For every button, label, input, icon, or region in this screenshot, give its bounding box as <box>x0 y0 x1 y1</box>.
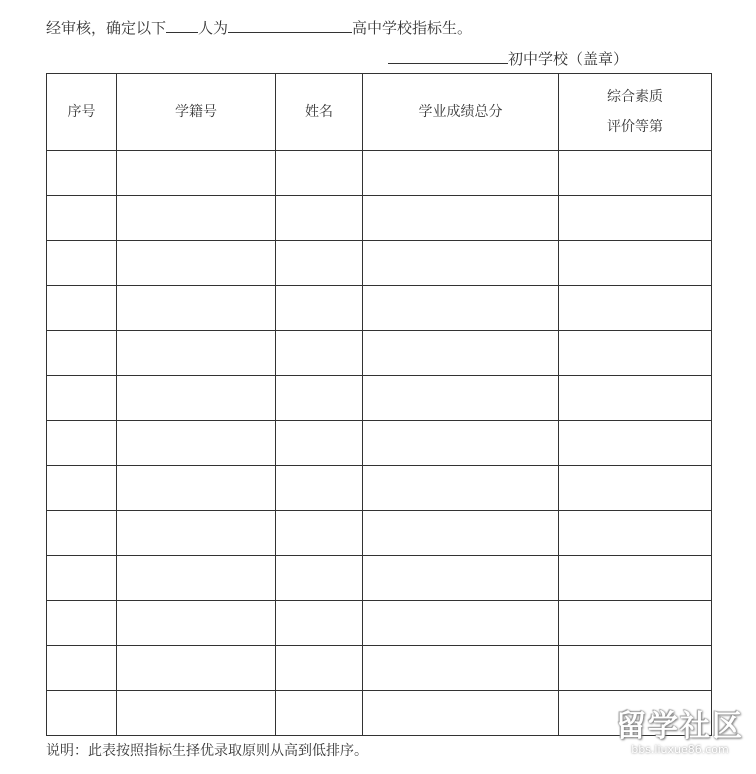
table-cell[interactable] <box>117 151 276 196</box>
col-header-total-score: 学业成绩总分 <box>363 74 559 151</box>
table-cell[interactable] <box>47 691 117 736</box>
table-cell[interactable] <box>47 466 117 511</box>
table-cell[interactable] <box>363 691 559 736</box>
table-cell[interactable] <box>559 421 712 466</box>
table-cell[interactable] <box>117 286 276 331</box>
table-cell[interactable] <box>276 376 363 421</box>
table-cell[interactable] <box>117 241 276 286</box>
table-cell[interactable] <box>47 646 117 691</box>
table-cell[interactable] <box>363 376 559 421</box>
table-cell[interactable] <box>559 241 712 286</box>
table-cell[interactable] <box>117 511 276 556</box>
table-cell[interactable] <box>276 601 363 646</box>
table-row <box>47 376 712 421</box>
table-cell[interactable] <box>47 376 117 421</box>
table-row <box>47 241 712 286</box>
table-cell[interactable] <box>276 196 363 241</box>
table-cell[interactable] <box>47 421 117 466</box>
count-blank[interactable] <box>166 14 198 33</box>
approval-prefix: 经审核，确定以下 <box>46 19 167 37</box>
table-cell[interactable] <box>47 286 117 331</box>
watermark-url: bbs.liuxue86.com <box>631 743 729 756</box>
table-header-row <box>47 74 712 151</box>
table-cell[interactable] <box>276 511 363 556</box>
table-cell[interactable] <box>559 286 712 331</box>
table-body <box>47 151 712 736</box>
table-row <box>47 286 712 331</box>
table-cell[interactable] <box>559 466 712 511</box>
table-cell[interactable] <box>559 556 712 601</box>
table-row <box>47 466 712 511</box>
footer-note: 说明：此表按照指标生择优录取原则从高到低排序。 <box>46 743 368 759</box>
table-cell[interactable] <box>47 196 117 241</box>
table-cell[interactable] <box>363 466 559 511</box>
table-cell[interactable] <box>47 601 117 646</box>
table-cell[interactable] <box>276 556 363 601</box>
table-cell[interactable] <box>559 511 712 556</box>
junior-school-blank[interactable] <box>388 45 508 64</box>
table-cell[interactable] <box>559 376 712 421</box>
table-cell[interactable] <box>276 466 363 511</box>
table-cell[interactable] <box>117 421 276 466</box>
quality-grade-line1: 综合素质 <box>607 89 663 105</box>
watermark-text: 留学社区 <box>616 709 744 744</box>
table-cell[interactable] <box>117 466 276 511</box>
table-cell[interactable] <box>117 196 276 241</box>
student-list-table <box>46 73 712 736</box>
table-cell[interactable] <box>363 331 559 376</box>
table-cell[interactable] <box>363 196 559 241</box>
table-cell[interactable] <box>276 331 363 376</box>
table-cell[interactable] <box>559 331 712 376</box>
stamp-line <box>388 45 628 70</box>
approval-statement <box>46 14 472 39</box>
table-cell[interactable] <box>276 241 363 286</box>
table-cell[interactable] <box>559 691 712 736</box>
table-cell[interactable] <box>276 151 363 196</box>
approval-mid: 人为 <box>198 19 229 37</box>
col-header-name: 姓名 <box>276 74 363 151</box>
approval-suffix: 高中学校指标生。 <box>352 19 473 37</box>
table-cell[interactable] <box>117 376 276 421</box>
table-row <box>47 151 712 196</box>
col-header-student-id: 学籍号 <box>117 74 276 151</box>
table-cell[interactable] <box>363 286 559 331</box>
table-cell[interactable] <box>117 556 276 601</box>
table-cell[interactable] <box>276 286 363 331</box>
table-cell[interactable] <box>559 646 712 691</box>
table-cell[interactable] <box>276 421 363 466</box>
table-cell[interactable] <box>47 241 117 286</box>
table-cell[interactable] <box>47 556 117 601</box>
table-cell[interactable] <box>117 691 276 736</box>
stamp-label: 初中学校（盖章） <box>508 50 629 68</box>
table-row <box>47 601 712 646</box>
table-cell[interactable] <box>363 646 559 691</box>
table-cell[interactable] <box>276 646 363 691</box>
table-cell[interactable] <box>363 151 559 196</box>
table-cell[interactable] <box>276 691 363 736</box>
table-cell[interactable] <box>117 331 276 376</box>
table-cell[interactable] <box>363 601 559 646</box>
table-cell[interactable] <box>363 511 559 556</box>
table-row <box>47 691 712 736</box>
table-cell[interactable] <box>117 646 276 691</box>
table-cell[interactable] <box>117 601 276 646</box>
table-row <box>47 511 712 556</box>
col-header-quality-grade <box>559 74 712 151</box>
high-school-blank[interactable] <box>228 14 352 33</box>
table-cell[interactable] <box>47 511 117 556</box>
table-row <box>47 421 712 466</box>
table-row <box>47 331 712 376</box>
table-cell[interactable] <box>47 151 117 196</box>
table-cell[interactable] <box>363 556 559 601</box>
table-cell[interactable] <box>363 421 559 466</box>
table-cell[interactable] <box>559 196 712 241</box>
table-cell[interactable] <box>363 241 559 286</box>
table-row <box>47 646 712 691</box>
table-cell[interactable] <box>559 151 712 196</box>
table-cell[interactable] <box>47 331 117 376</box>
col-header-index: 序号 <box>47 74 117 151</box>
table-row <box>47 196 712 241</box>
quality-grade-line2: 评价等第 <box>607 119 663 135</box>
table-row <box>47 556 712 601</box>
table-cell[interactable] <box>559 601 712 646</box>
